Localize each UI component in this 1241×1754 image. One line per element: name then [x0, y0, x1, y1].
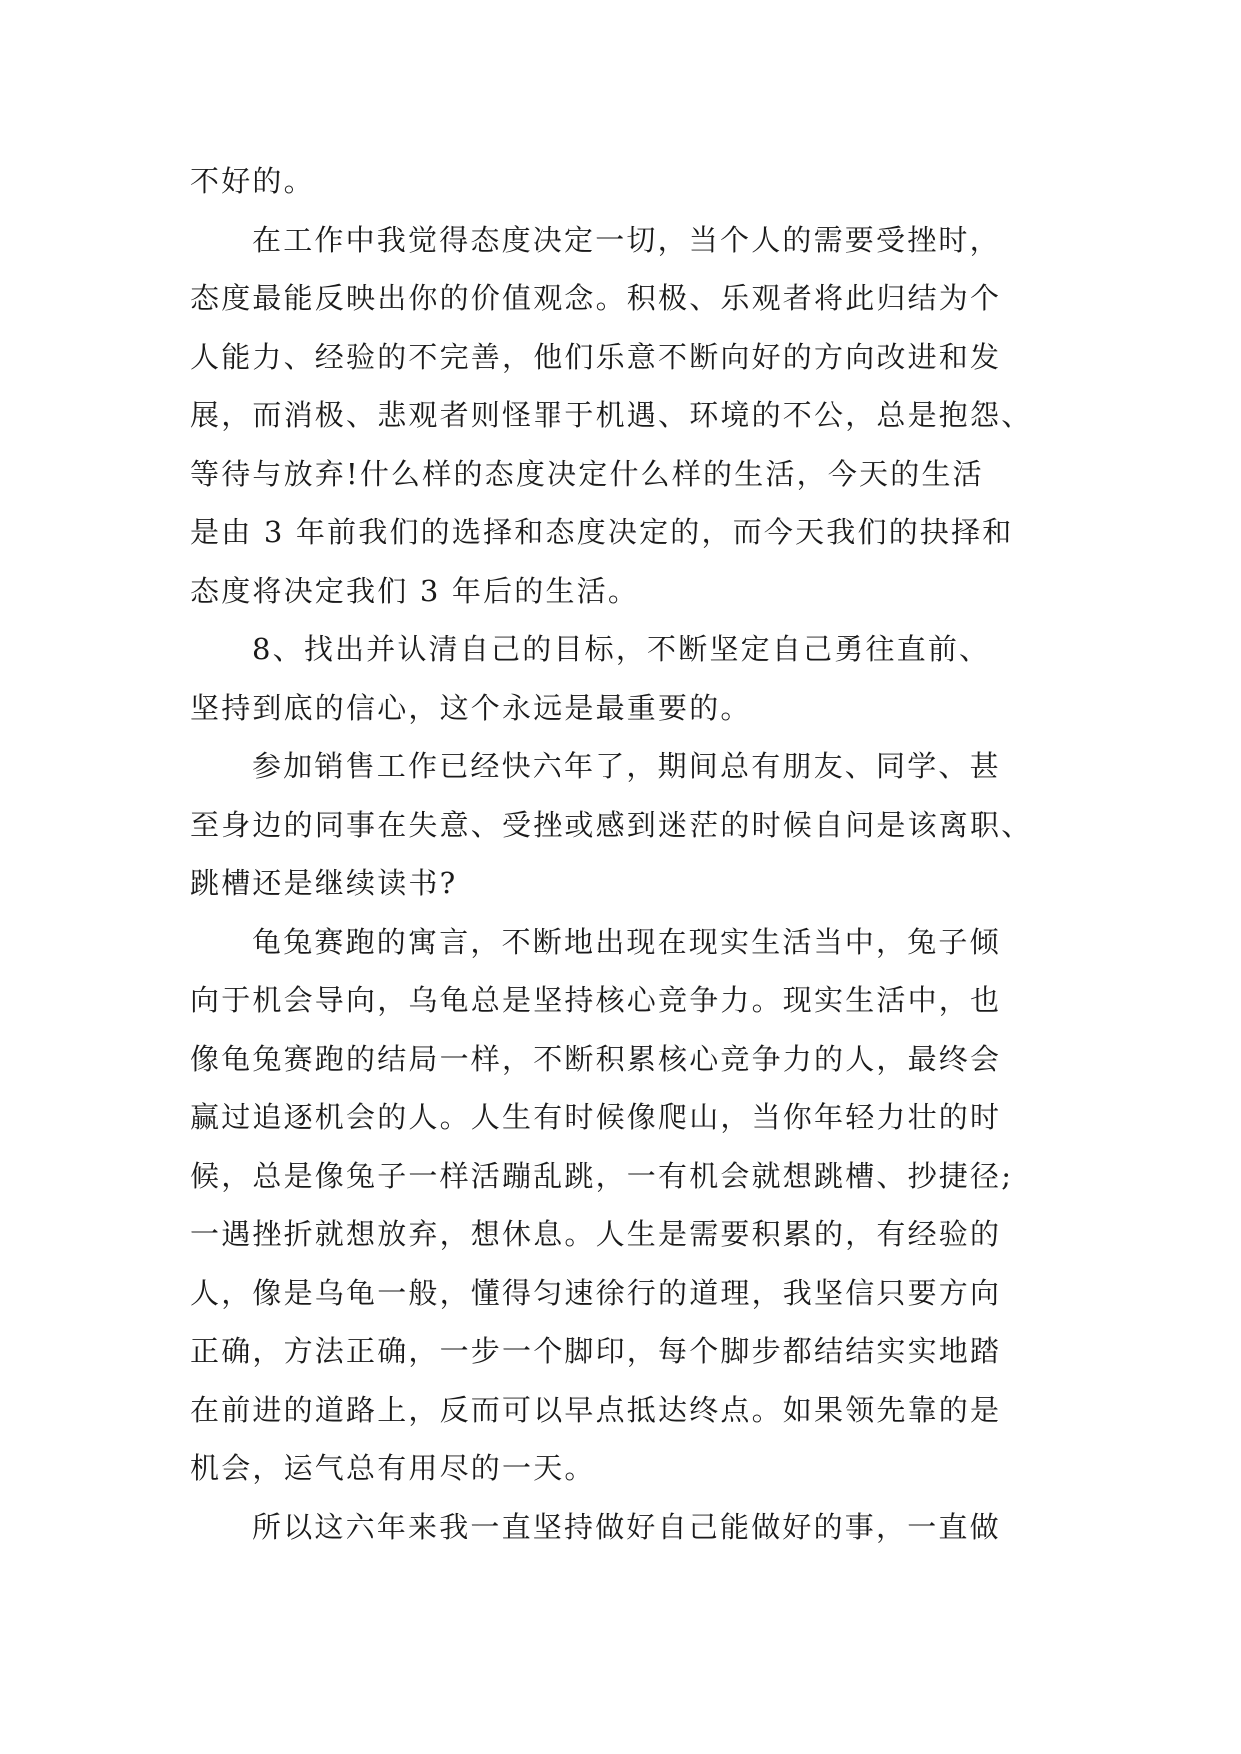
- text-line: 人能力、经验的不完善，他们乐意不断向好的方向改进和发: [190, 339, 1002, 374]
- text-line: 正确，方法正确，一步一个脚印，每个脚步都结结实实地踏: [190, 1334, 1002, 1368]
- text-line: 8、找出并认清自己的目标，不断坚定自己勇往直前、: [252, 632, 991, 666]
- text-line: 在工作中我觉得态度决定一切，当个人的需要受挫时，: [252, 222, 1001, 257]
- text-line: 不好的。: [190, 164, 315, 198]
- text-line: 人，像是乌龟一般，懂得匀速徐行的道理，我坚信只要方向: [190, 1275, 1002, 1310]
- text-line: 赢过追逐机会的人。人生有时候像爬山，当你年轻力壮的时: [190, 1100, 1002, 1134]
- body-text: [190, 152, 1056, 1556]
- text-line: 是由 3 年前我们的选择和态度决定的，而今天我们的抉择和: [190, 515, 1014, 549]
- text-line: 在前进的道路上，反而可以早点抵达终点。如果领先靠的是: [190, 1392, 1002, 1427]
- text-line: 龟兔赛跑的寓言，不断地出现在现实生活当中，兔子倾: [252, 924, 1001, 959]
- text-line: 展，而消极、悲观者则怪罪于机遇、环境的不公，总是抱怨、: [190, 398, 1033, 432]
- text-line: 至身边的同事在失意、受挫或感到迷茫的时候自问是该离职、: [190, 807, 1033, 842]
- text-line: 态度最能反映出你的价值观念。积极、乐观者将此归结为个: [190, 281, 1002, 315]
- text-line: 态度将决定我们 3 年后的生活。: [190, 573, 640, 608]
- text-line: 坚持到底的信心，这个永远是最重要的。: [190, 690, 752, 725]
- text-line: 参加销售工作已经快六年了，期间总有朋友、同学、甚: [252, 749, 1001, 783]
- text-line: 所以这六年来我一直坚持做好自己能做好的事，一直做: [252, 1509, 1001, 1544]
- text-line: 像龟兔赛跑的结局一样，不断积累核心竞争力的人，最终会: [190, 1041, 1002, 1076]
- text-line: 一遇挫折就想放弃，想休息。人生是需要积累的，有经验的: [190, 1217, 1002, 1251]
- text-line: 机会，运气总有用尽的一天。: [190, 1451, 596, 1485]
- text-line: 跳槽还是继续读书?: [190, 866, 458, 900]
- text-line: 向于机会导向，乌龟总是坚持核心竞争力。现实生活中，也: [190, 983, 1002, 1017]
- text-line: 候，总是像兔子一样活蹦乱跳，一有机会就想跳槽、抄捷径;: [190, 1158, 1014, 1193]
- text-line: 等待与放弃!什么样的态度决定什么样的生活，今天的生活: [190, 456, 984, 491]
